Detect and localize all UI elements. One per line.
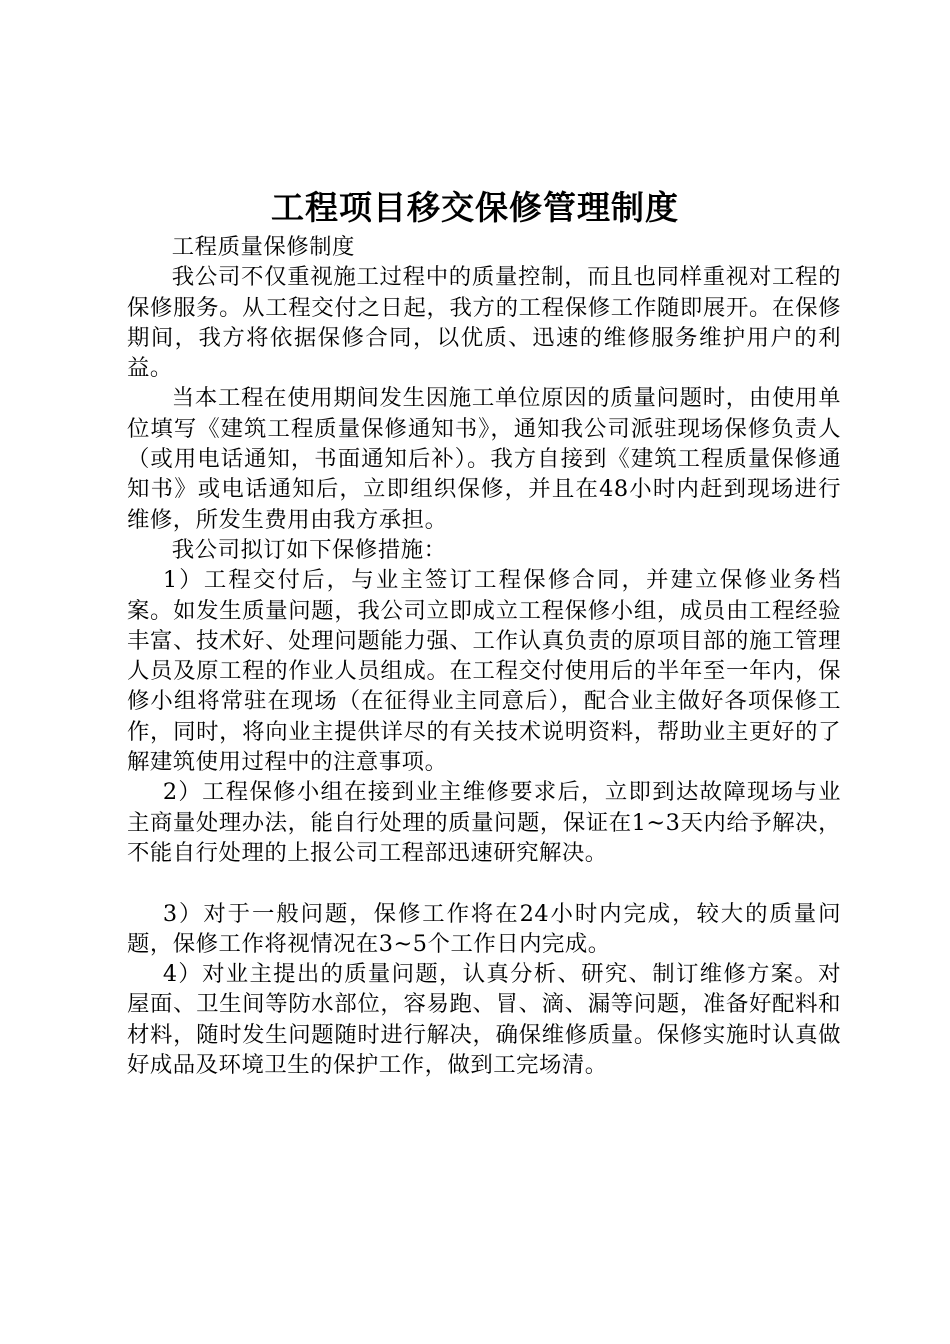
paragraph-procedure: 当本工程在使用期间发生因施工单位原因的质量问题时，由使用单位填写《建筑工程质量保修通知书》，通知我公司派驻现场保修负责人（或用电话通知，书面通知后补）。我方自接到《建筑工程质量保修通知书》或电话通知后，立即组织保修，并且在48小时内赶到现场进行维修，所发生费用由我方承担。: [127, 385, 841, 533]
blank-line: [127, 868, 841, 898]
document-body: [127, 232, 841, 1080]
measure-item-2: 2）工程保修小组在接到业主维修要求后，立即到达故障现场与业主商量处理办法，能自行处理的质量问题，保证在1~3天内给予解决，不能自行处理的上报公司工程部迅速研究解决。: [127, 779, 841, 866]
document-title: 工程项目移交保修管理制度: [271, 188, 679, 227]
measure-item-3: 3）对于一般问题，保修工作将在24小时内完成，较大的质量问题，保修工作将视情况在3~5个工作日内完成。: [127, 900, 841, 957]
measure-item-1: 1）工程交付后，与业主签订工程保修合同，并建立保修业务档案。如发生质量问题，我公司立即成立工程保修小组，成员由工程经验丰富、技术好、处理问题能力强、工作认真负责的原项目部的施工管理人员及原工程的作业人员组成。在工程交付使用后的半年至一年内，保修小组将常驻在现场（在征得业主同意后），配合业主做好各项保修工作，同时，将向业主提供详尽的有关技术说明资料，帮助业主更好的了解建筑使用过程中的注意事项。: [127, 567, 841, 776]
paragraph-measures-lead: 我公司拟订如下保修措施：: [171, 536, 447, 563]
section-heading: 工程质量保修制度: [171, 234, 355, 260]
paragraph-intro: 我公司不仅重视施工过程中的质量控制，而且也同样重视对工程的保修服务。从工程交付之日起，我方的工程保修工作随即展开。在保修期间，我方将依据保修合同，以优质、迅速的维修服务维护用户的利益。: [127, 264, 841, 382]
measure-item-4: 4）对业主提出的质量问题，认真分析、研究、制订维修方案。对屋面、卫生间等防水部位，容易跑、冒、滴、漏等问题，准备好配料和材料，随时发生问题随时进行解决，确保维修质量。保修实施时认真做好成品及环境卫生的保护工作，做到工完场清。: [127, 961, 841, 1079]
